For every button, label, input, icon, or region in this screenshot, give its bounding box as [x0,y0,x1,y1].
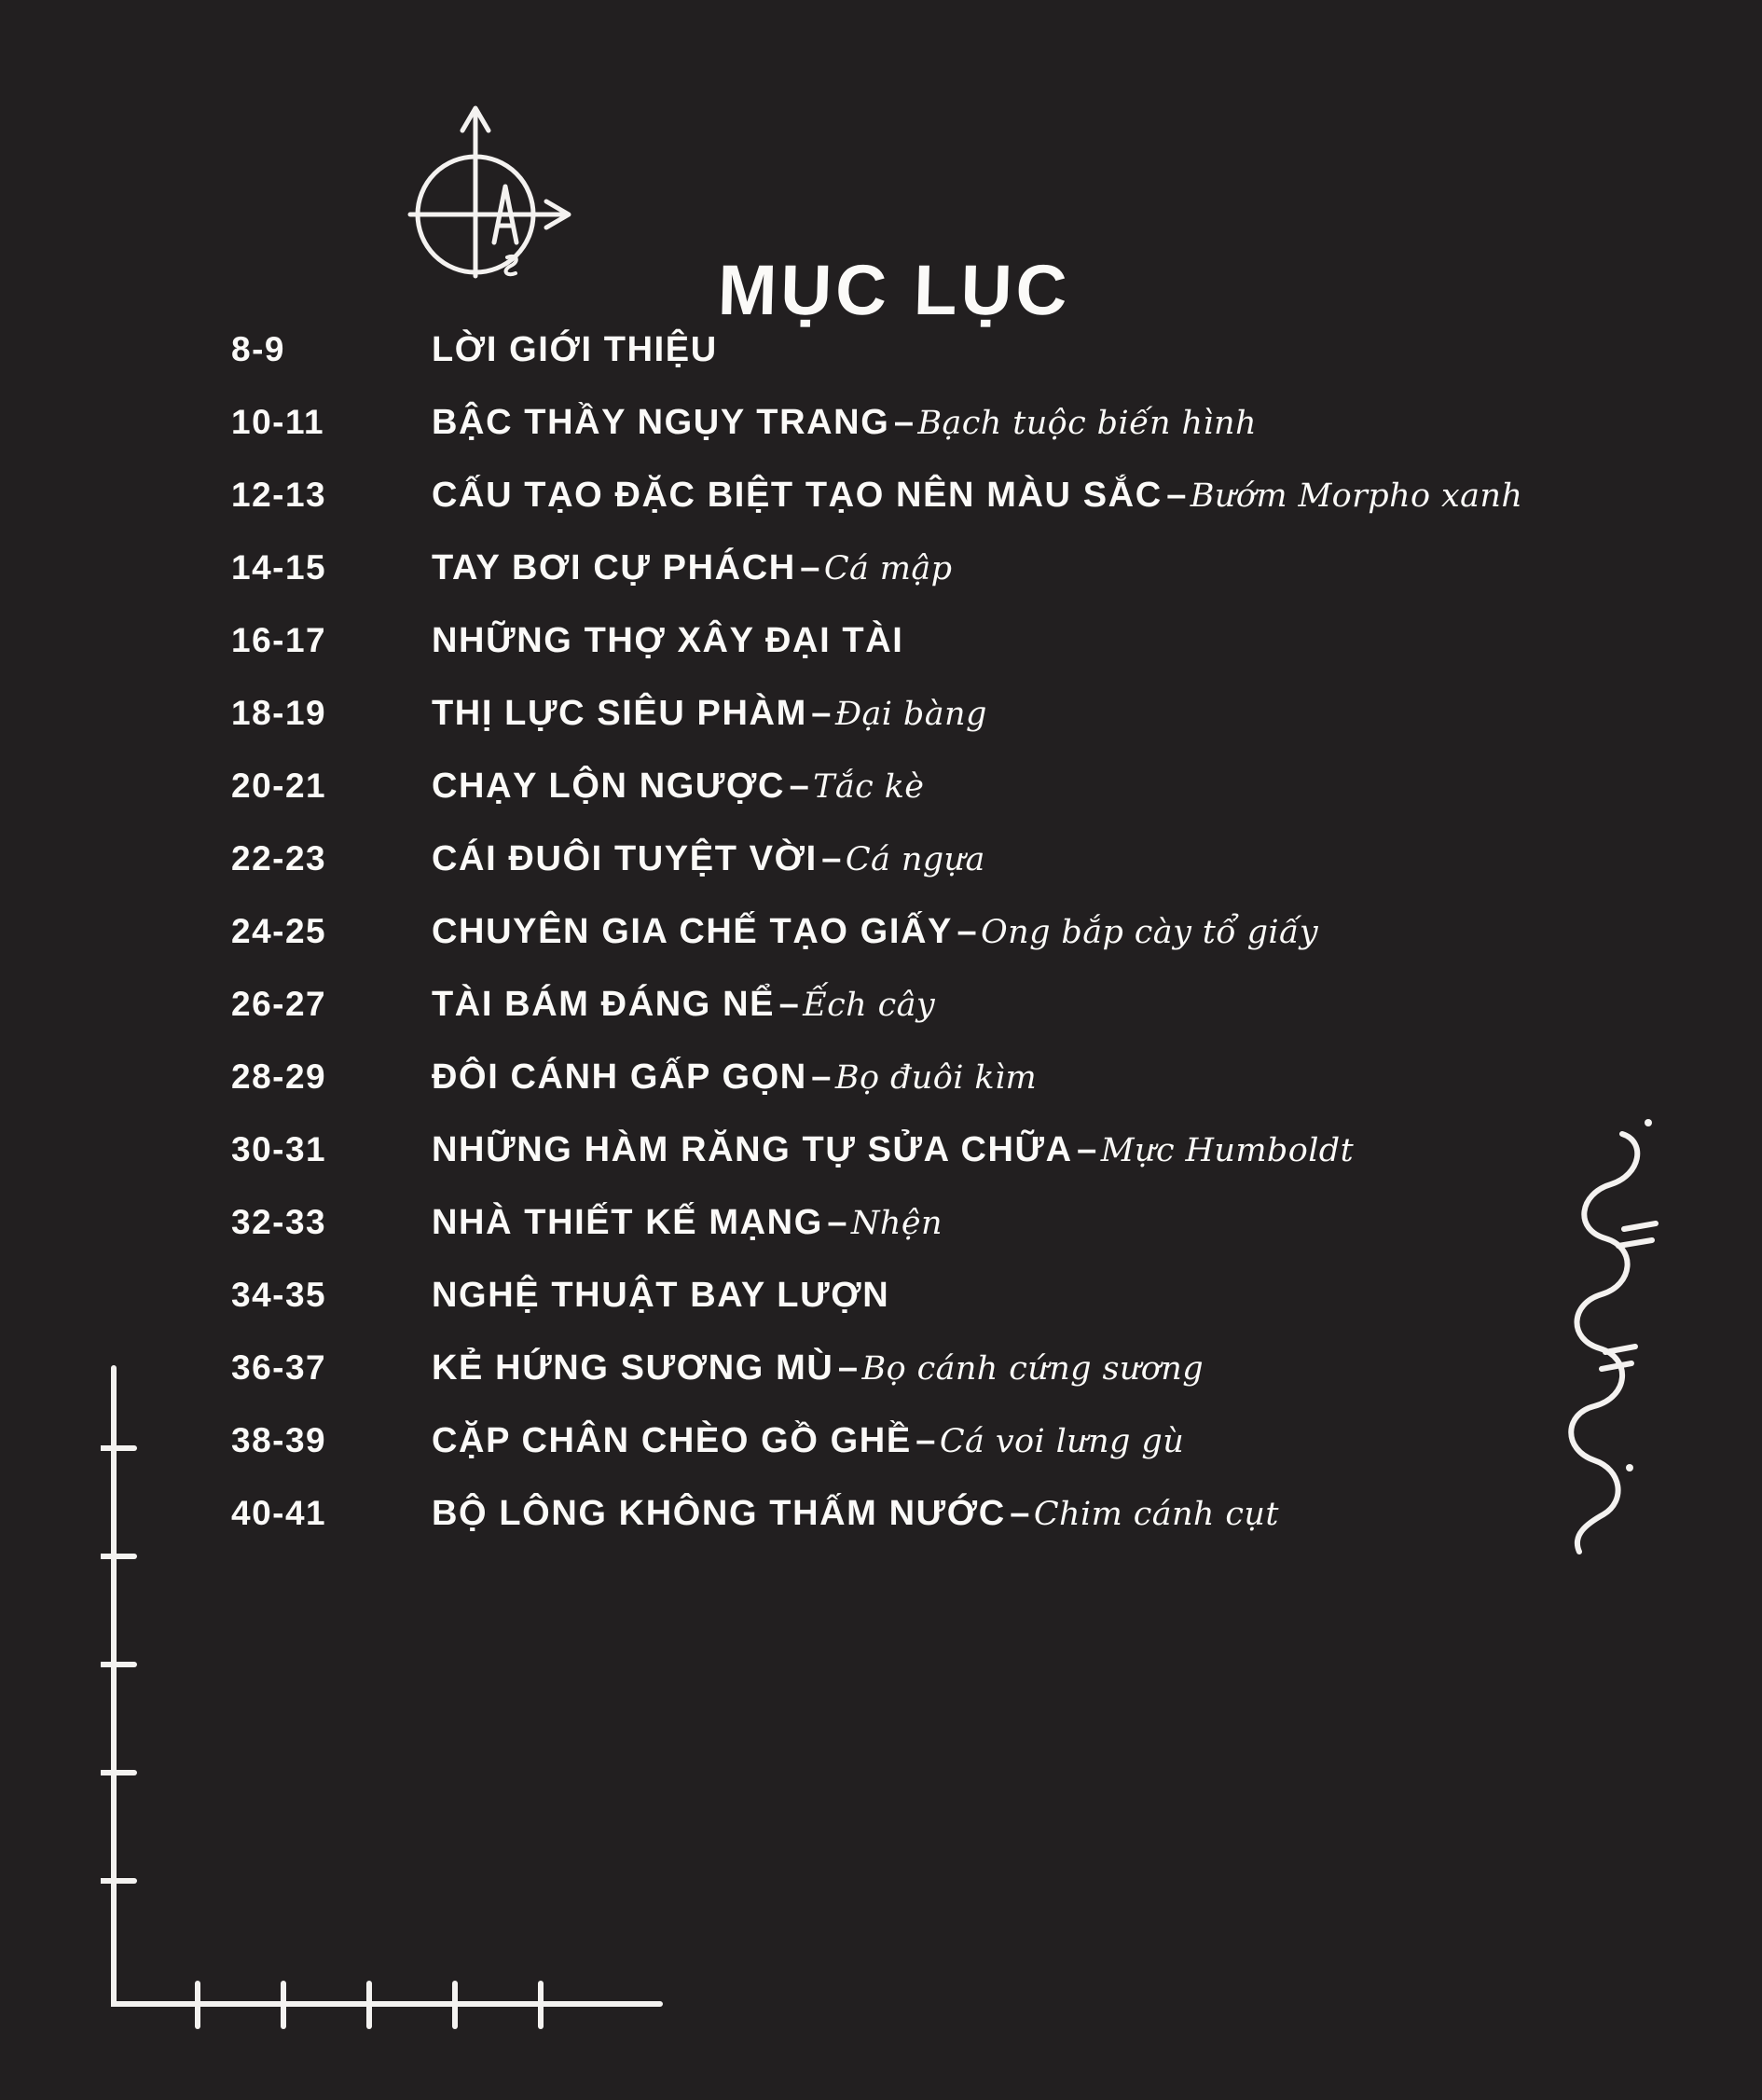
toc-entry[interactable] [0,615,1762,688]
toc-entry-subtitle: Ếch cây [803,987,936,1024]
toc-entry-dash: – [1077,1130,1097,1169]
toc-entry-dash: – [789,767,809,806]
toc-entry-text [432,690,1762,737]
toc-entry-subtitle: Cá ngựa [845,841,985,878]
toc-entry-dash: – [837,1348,859,1388]
toc-entry-text [432,545,1762,591]
toc-entry-title: CHUYÊN GIA CHẾ TẠO GIẤY [432,912,953,951]
toc-entry-dash: – [821,839,842,878]
toc-entry-text [432,981,1762,1028]
toc-entry-pages: 22-23 [231,839,327,877]
toc-entry-title: CẤU TẠO ĐẶC BIỆT TẠO NÊN MÀU SẮC [432,476,1163,515]
toc-entry-text [432,1054,1762,1100]
toc-entry-dash: – [893,403,914,442]
toc-entry[interactable] [0,979,1762,1052]
toc-entry[interactable] [0,397,1762,470]
page-title: MỤC LỤC [716,251,1072,330]
page-header [0,84,1762,330]
toc-entry-pages: 16-17 [231,621,327,659]
toc-entry-dash: – [811,694,832,733]
toc-entry-text [432,617,1762,664]
toc-entry-subtitle: Bạch tuộc biến hình [917,405,1257,442]
toc-entry-pages: 36-37 [231,1348,327,1387]
toc-entry-title: CHẠY LỘN NGƯỢC [432,767,786,806]
toc-entry-title: THỊ LỰC SIÊU PHÀM [432,694,807,733]
toc-entry[interactable] [0,1052,1762,1125]
toc-entry-pages: 14-15 [231,548,327,587]
toc-entry-dash: – [827,1203,847,1242]
toc-entry-dash: – [800,548,820,587]
axis-doodle-icon [101,1361,679,2046]
toc-entry-text [432,399,1762,446]
toc-entry-subtitle: Chim cánh cụt [1033,1496,1279,1533]
toc-entry-subtitle: Mực Humboldt [1100,1132,1355,1169]
toc-entry-pages: 8-9 [231,330,285,368]
toc-entry-subtitle: Nhện [850,1205,943,1242]
toc-entry-pages: 32-33 [231,1203,327,1241]
toc-entry-text [432,472,1762,518]
toc-entry-pages: 40-41 [231,1494,327,1532]
toc-entry[interactable] [0,906,1762,979]
toc-entry-subtitle: Tắc kè [813,768,925,806]
toc-entry[interactable] [0,543,1762,615]
toc-entry-pages: 24-25 [231,912,327,950]
toc-entry-pages: 18-19 [231,694,327,732]
toc-entry-title: NGHỆ THUẬT BAY LƯỢN [432,1276,890,1315]
toc-entry-dash: – [1010,1494,1030,1533]
toc-entry-text [432,326,1762,373]
toc-entry-title: ĐÔI CÁNH GẤP GỌN [432,1057,807,1097]
toc-entry-text [432,836,1762,882]
toc-entry-title: NHÀ THIẾT KẾ MẠNG [432,1203,823,1242]
toc-entry-title: NHỮNG THỢ XÂY ĐẠI TÀI [432,621,904,660]
toc-entry-title: KẺ HỨNG SƯƠNG MÙ [432,1348,834,1388]
toc-entry-subtitle: Bọ cánh cứng sương [861,1350,1204,1388]
toc-entry-title: LỜI GIỚI THIỆU [432,330,718,369]
toc-entry[interactable] [0,761,1762,834]
squiggle-doodle-icon [1540,1119,1680,1562]
toc-entry[interactable] [0,1270,1762,1343]
toc-entry-dash: – [811,1057,832,1097]
toc-entry-subtitle: Bọ đuôi kìm [834,1059,1038,1097]
toc-entry-subtitle: Cá voi lưng gù [939,1423,1185,1460]
toc-entry-pages: 34-35 [231,1276,327,1314]
toc-entry-subtitle: Bướm Morpho xanh [1190,477,1523,515]
toc-entry-title: BỘ LÔNG KHÔNG THẤM NƯỚC [432,1494,1006,1533]
toc-entry-text [432,763,1762,809]
toc-entry-title: CÁI ĐUÔI TUYỆT VỜI [432,839,818,878]
toc-entry-subtitle: Ong bắp cày tổ giấy [981,914,1318,951]
toc-entry-pages: 12-13 [231,476,327,514]
toc-entry-dash: – [1166,476,1187,515]
toc-entry-pages: 20-21 [231,767,327,805]
toc-entry-title: BẬC THẦY NGỤY TRANG [432,403,890,442]
toc-entry-pages: 26-27 [231,985,327,1023]
toc-entry[interactable] [0,1197,1762,1270]
toc-entry-dash: – [915,1421,936,1460]
toc-entry-title: TÀI BÁM ĐÁNG NỂ [432,985,776,1024]
toc-entry[interactable] [0,470,1762,543]
toc-entry-pages: 28-29 [231,1057,327,1096]
toc-entry[interactable] [0,325,1762,397]
toc-entry-pages: 38-39 [231,1421,327,1459]
toc-entry[interactable] [0,1125,1762,1197]
toc-entry-subtitle: Đại bàng [834,696,987,733]
toc-entry-title: NHỮNG HÀM RĂNG TỰ SỬA CHỮA [432,1130,1073,1169]
toc-entry-dash: – [778,985,799,1024]
toc-entry-title: CẶP CHÂN CHÈO GỒ GHỀ [432,1421,912,1460]
toc-entry-pages: 30-31 [231,1130,327,1168]
toc-entry-subtitle: Cá mập [823,550,953,587]
toc-entry-text [432,908,1762,955]
toc-entry[interactable] [0,834,1762,906]
toc-entry-title: TAY BƠI CỰ PHÁCH [432,548,796,587]
toc-entry[interactable] [0,688,1762,761]
toc-entry-pages: 10-11 [231,403,325,441]
toc-entry-dash: – [957,912,977,951]
compass-icon [390,93,595,294]
